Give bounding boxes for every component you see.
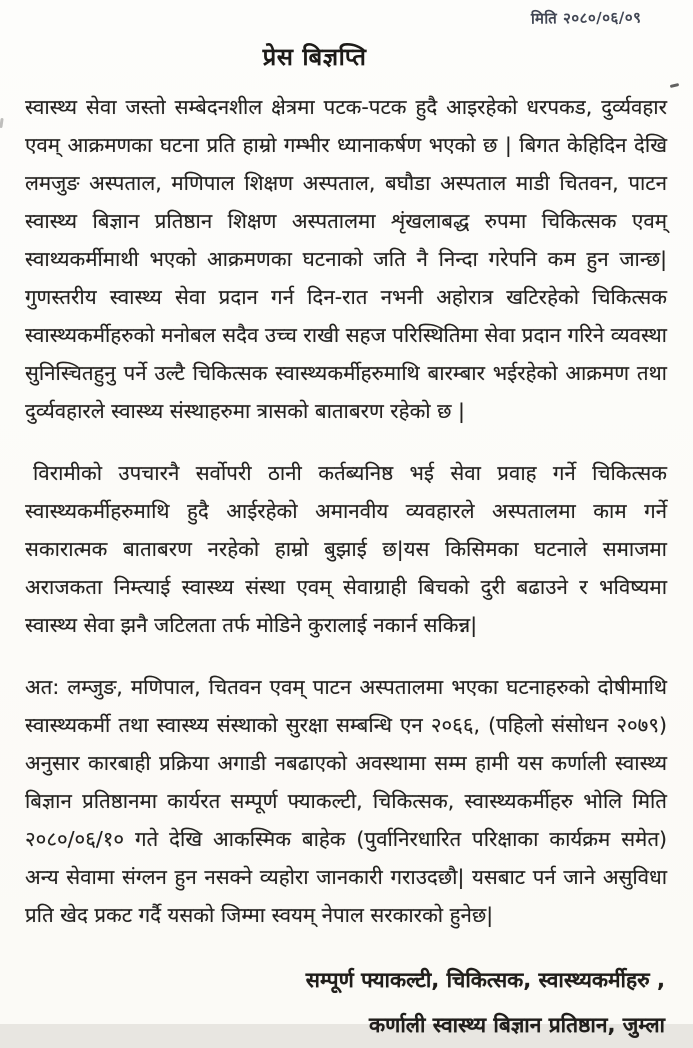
signature-line-1: सम्पूर्ण फ्याकल्टी, चिकित्सक, स्वास्थ्यकर्मीहरु ,	[305, 968, 665, 992]
signature-block	[0, 958, 693, 1048]
page-title: प्रेस बिज्ञप्ति	[262, 43, 367, 71]
paragraph-2: विरामीको उपचारनै सर्वोपरी ठानी कर्तब्यनिष्ठ भई सेवा प्रवाह गर्ने चिकित्सक स्वास्थ्यकर्मीहरुमाथि हुदै आईरहेको अमानवीय व्यवहारले अस्पतालमा काम गर्ने सकारात्मक बाताबरण नरहेको हाम्रो बुझाई छ|यस किसिमका घटनाले समाजमा अराजकता निम्त्याई स्वास्थ्य संस्था एवम् सेवाग्राही बिचको दुरी बढाउने र भविष्यमा स्वास्थ्य सेवा झनै जटिलता तर्फ मोडिने कुरालाई नकार्न सकिन्न|	[25, 461, 667, 637]
paragraph-1: स्वास्थ्य सेवा जस्तो सम्बेदनशील क्षेत्रमा पटक-पटक हुदै आइरहेको धरपकड, दुर्व्यवहार एवम् आक्रमणका घटना प्रति हाम्रो गम्भीर ध्यानाकर्षण भएको छ | बिगत केहिदिन देखि लमजुङ अस्पताल, मणिपाल शिक्षण अस्पताल, बघौडा अस्पताल माडी चितवन, पाटन स्वास्थ्य बिज्ञान प्रतिष्ठान शिक्षण अस्पतालमा शृंखलाबद्ध रुपमा चिकित्सक एवम् स्वाथ्यकर्मीमाथी भएको आक्रमणका घटनाको जति नै निन्दा गरेपनि कम हुन जान्छ| गुणस्तरीय स्वास्थ्य सेवा प्रदान गर्न दिन-रात नभनी अहोरात्र खटिरहेको चिकित्सक स्वास्थ्यकर्मीहरुको मनोबल सदैव उच्च राखी सहज परिस्थितिमा सेवा प्रदान गरिने व्यवस्था सुनिस्चितहुनु पर्ने उल्टै चिकित्सक स्वास्थ्यकर्मीहरुमाथि बारम्बार भईरहेको आक्रमण तथा दुर्व्यवहारले स्वास्थ्य संस्थाहरुमा त्रासको बाताबरण रहेको छ |	[25, 95, 667, 423]
handwritten-date: मिति २०८०/०६/०९	[530, 8, 642, 28]
paragraph-3: अत: लम्जुङ, मणिपाल, चितवन एवम् पाटन अस्पतालमा भएका घटनाहरुको दोषीमाथि स्वास्थ्यकर्मी तथा स्वास्थ्य संस्थाको सुरक्षा सम्बन्धि एन २०६६, (पहिलो संसोधन २०७९) अनुसार कारबाही प्रक्रिया अगाडी नबढाएको अवस्थामा सम्म हामी यस कर्णाली स्वास्थ्य बिज्ञान प्रतिष्ठानमा कार्यरत सम्पूर्ण फ्याकल्टी, चिकित्सक, स्वास्थ्यकर्मीहरु भोलि मिति २०८०/०६/१० गते देखि आकस्मिक बाहेक (पुर्वानिरधारित परिक्षाका कार्यक्रम समेत) अन्य सेवामा संग्लन हुन नसक्ने व्यहोरा जानकारी गराउदछौ| यसबाट पर्न जाने असुविधा प्रति खेद प्रकट गर्दै यसको जिम्मा स्वयम् नेपाल सरकारको हुनेछ|	[25, 675, 667, 927]
signature-line-2: कर्णाली स्वास्थ्य बिज्ञान प्रतिष्ठान, जुम्ला	[369, 1013, 665, 1037]
document-header	[0, 0, 693, 88]
document-body	[0, 88, 693, 934]
